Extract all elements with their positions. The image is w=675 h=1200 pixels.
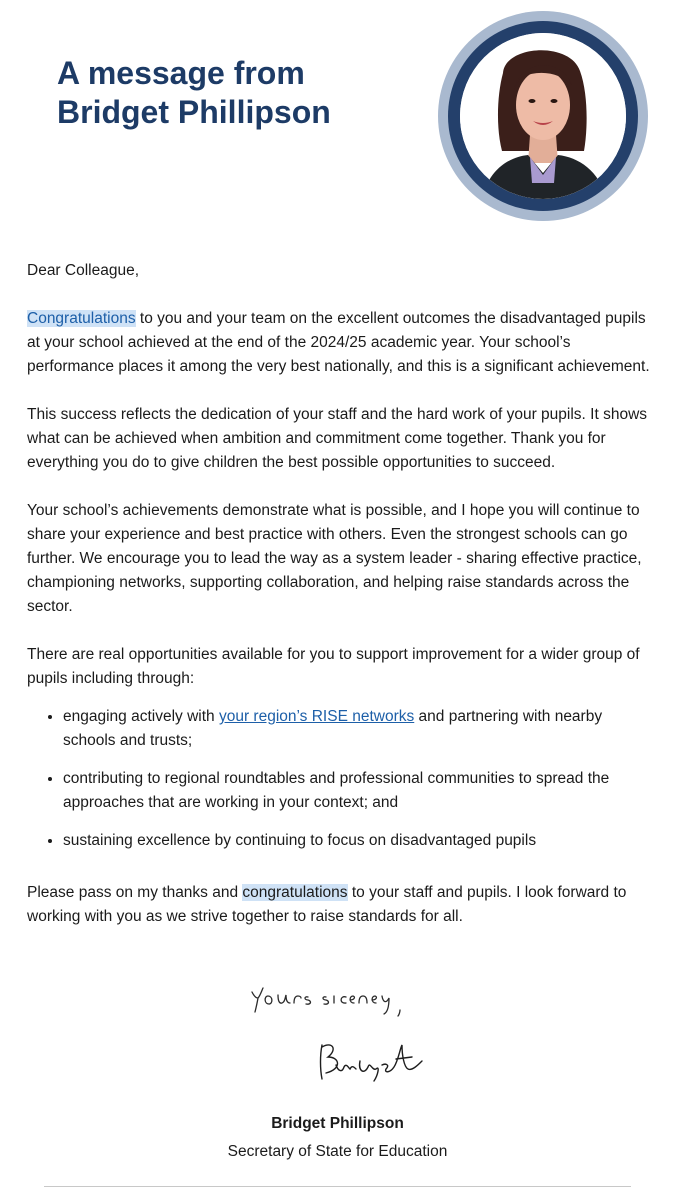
title-line-1: A message from [57, 55, 305, 91]
list-item: • contributing to regional roundtables and professional communities to spread the approaches that are working in your context; and [63, 767, 652, 815]
opportunities-list [27, 705, 652, 853]
portrait-photo [460, 33, 626, 199]
salutation: Dear Colleague, [27, 262, 140, 279]
signer-name: Bridget Phillipson [271, 1115, 404, 1132]
list-item [63, 705, 652, 753]
highlighted-word: Congratulations [27, 310, 136, 327]
portrait-illustration [460, 33, 626, 199]
list-item-text: engaging actively with [63, 708, 219, 725]
paragraph-text: Please pass on my thanks and [27, 884, 243, 901]
paragraph-text: to your staff and pupils. I look forward to working with you as we strive together to raise standards for all. [27, 884, 627, 925]
letter-header [0, 0, 675, 230]
portrait-frame [438, 11, 648, 221]
page-title [57, 54, 417, 132]
highlighted-word: congratulations [242, 884, 348, 901]
paragraph-closing [27, 881, 652, 929]
portrait-frame-inner-ring [448, 21, 638, 211]
paragraph-text: to you and your team on the excellent outcomes the disadvantaged pupils at your school achieved at the end of the 2024/25 academic year. Your school’s performance places it among the very best nationally, and this is a significant achievement. [27, 310, 650, 375]
letter-body [27, 259, 652, 953]
list-item: • sustaining excellence by continuing to focus on disadvantaged pupils [63, 829, 652, 853]
paragraph-success: This success reflects the dedication of your staff and the hard work of your pupils. It shows what can be achieved when ambition and commitment come together. Thank you for everything you do to give children the best possible opportunities to succeed. [27, 406, 648, 471]
signer-role: Secretary of State for Education [227, 1143, 448, 1160]
paragraph-achievements: Your school’s achievements demonstrate what is possible, and I hope you will continue to share your experience and best practice with others. Even the strongest schools can go further. We encourage you to lead the way as a system leader - sharing effective practice, championing networks, supporting collaboration, and helping raise standards across the sector. [27, 502, 642, 615]
rise-networks-link[interactable]: your region’s RISE networks [218, 708, 415, 725]
paragraph-congratulations [27, 307, 652, 379]
list-item-text: and partnering with nearby schools and trusts; [63, 708, 603, 749]
signature [312, 1035, 432, 1085]
paragraph-opportunities: There are real opportunities available for you to support improvement for a wider group of pupils including through: [27, 646, 640, 687]
title-line-2: Bridget Phillipson [57, 94, 331, 130]
handwritten-signoff [248, 980, 418, 1020]
divider [44, 1186, 631, 1187]
